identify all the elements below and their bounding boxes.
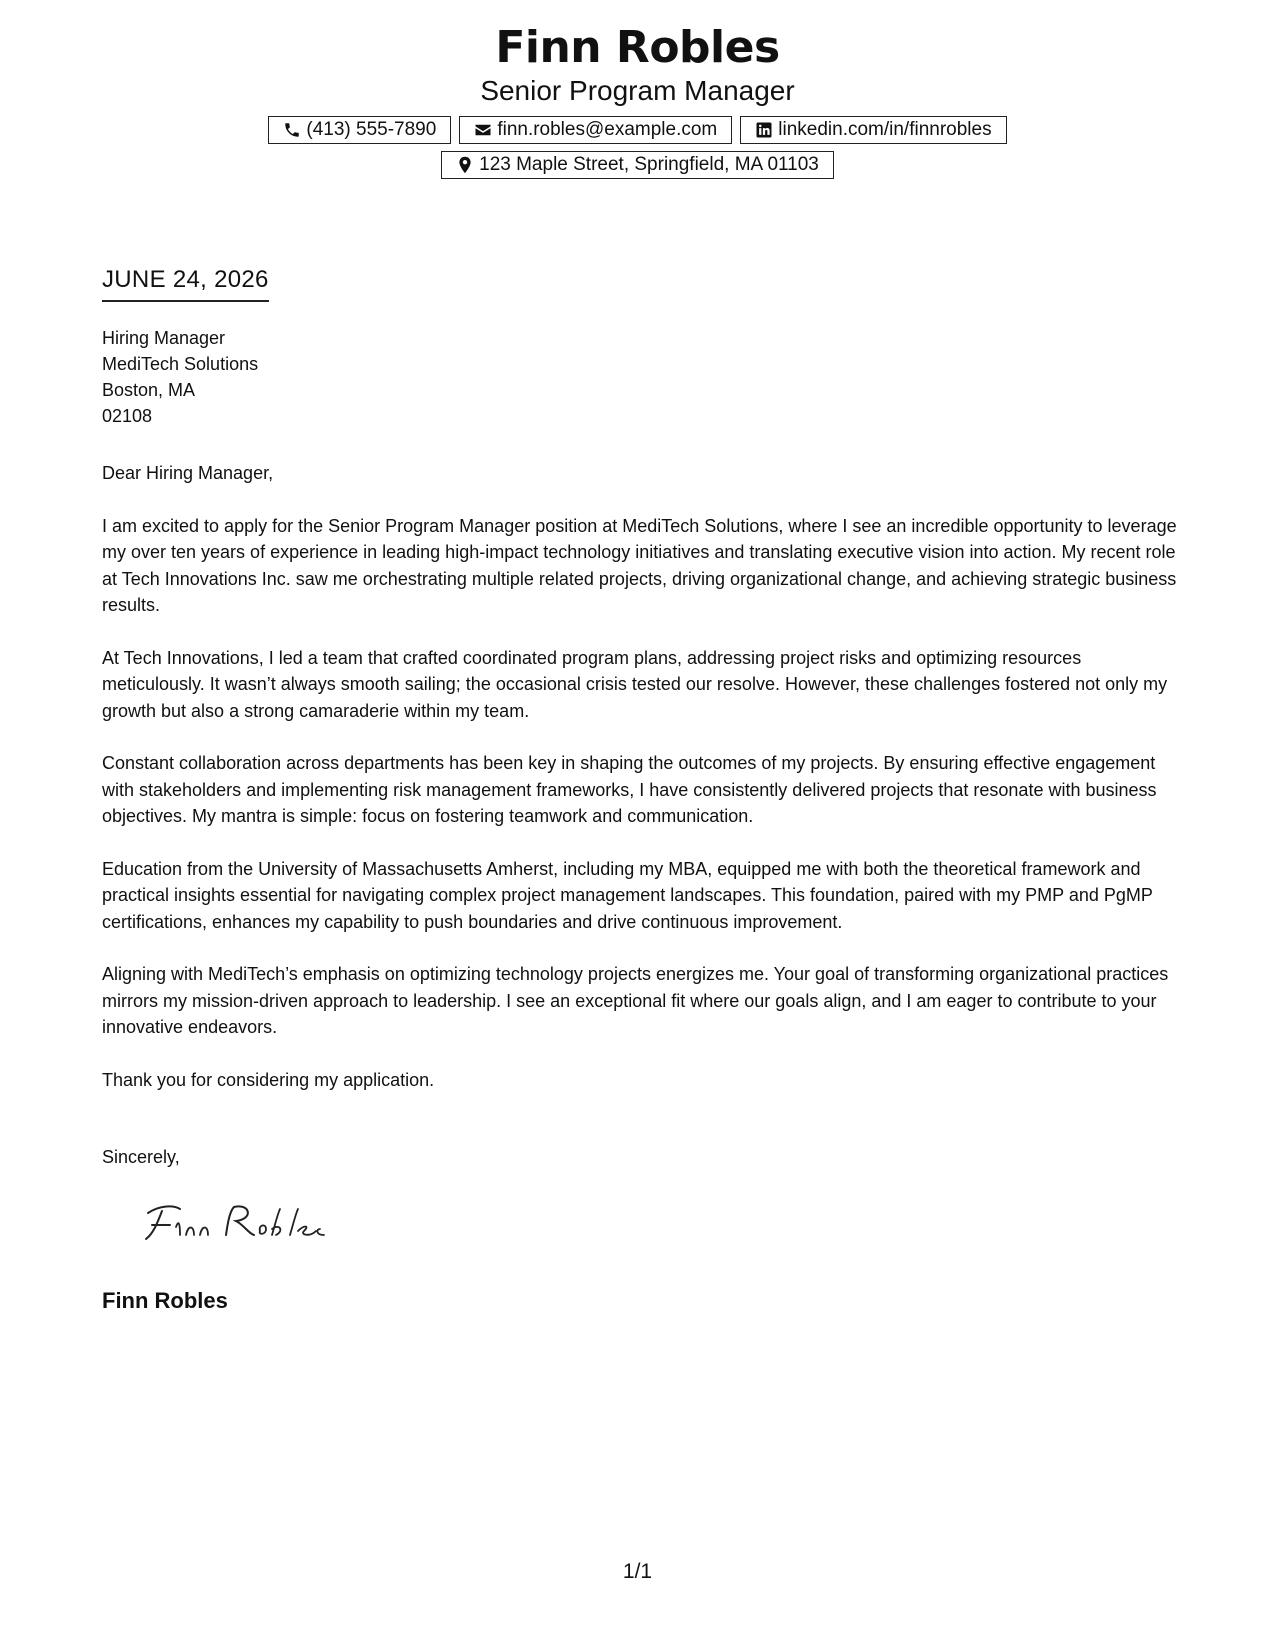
recipient-line: Boston, MA (102, 380, 196, 400)
map-marker-icon (456, 156, 474, 174)
linkedin-contact[interactable] (740, 116, 1006, 144)
body-paragraph: Aligning with MediTech’s emphasis on optimizing technology projects energizes me. Your goal of transforming organizational practices mirrors my mission-driven approach to leadership. I see an exceptional fit where our goals align, and I am eager to contribute to your innovative endeavors. (102, 964, 1169, 1037)
phone-icon (283, 121, 301, 139)
applicant-name: Finn Robles (495, 22, 780, 73)
letter-body (102, 460, 1177, 1119)
signature (140, 1195, 330, 1252)
address-text: 123 Maple Street, Springfield, MA 01103 (479, 154, 819, 175)
email-text: finn.robles@example.com (497, 119, 718, 140)
linkedin-icon (755, 121, 773, 139)
page-number: 1/1 (622, 1560, 653, 1583)
body-paragraph: I am excited to apply for the Senior Program Manager position at MediTech Solutions, where I see an incredible opportunity to leverage my over ten years of experience in leading high-impact technology initiatives and translating executive vision into action. My recent role at Tech Innovations Inc. saw me orchestrating multiple related projects, driving organizational change, and achieving strategic business results. (102, 515, 1177, 615)
body-paragraph: Constant collaboration across departments has been key in shaping the outcomes of my projects. By ensuring effective engagement with stakeholders and implementing risk management frameworks, I have consistently delivered projects that resonate with business objectives. My mantra is simple: focus on fostering teamwork and communication. (102, 753, 1157, 826)
closing: Sincerely, (102, 1147, 180, 1167)
phone-text: (413) 555-7890 (306, 119, 437, 140)
salutation: Dear Hiring Manager, (102, 463, 274, 483)
recipient-line: 02108 (102, 406, 153, 426)
recipient-block (102, 325, 258, 429)
envelope-icon (474, 121, 492, 139)
email-contact[interactable] (459, 116, 732, 144)
recipient-line: MediTech Solutions (102, 354, 259, 374)
contact-row (0, 116, 1275, 144)
letter-date: JUNE 24, 2026 (102, 265, 269, 302)
signature-graphic (140, 1195, 330, 1247)
recipient-line: Hiring Manager (102, 328, 226, 348)
address-row (0, 151, 1275, 179)
phone-contact[interactable] (268, 116, 451, 144)
applicant-title: Senior Program Manager (480, 75, 795, 106)
linkedin-text: linkedin.com/in/finnrobles (778, 119, 992, 140)
body-paragraph: Education from the University of Massachusetts Amherst, including my MBA, equipped me with both the theoretical framework and practical insights essential for navigating complex project management landscapes. This foundation, paired with my PMP and PgMP certifications, enhances my capability to push boundaries and drive continuous improvement. (102, 858, 1153, 932)
signer-name: Finn Robles (102, 1288, 228, 1313)
body-paragraph: At Tech Innovations, I led a team that crafted coordinated program plans, addressing project risks and optimizing resources meticulously. It wasn’t always smooth sailing; the occasional crisis tested our resolve. However, these challenges fostered not only my growth but also a strong camaraderie within my team. (102, 647, 1168, 721)
letter-header (0, 22, 1275, 179)
address-contact (441, 151, 834, 179)
body-paragraph: Thank you for considering my application. (102, 1069, 435, 1090)
